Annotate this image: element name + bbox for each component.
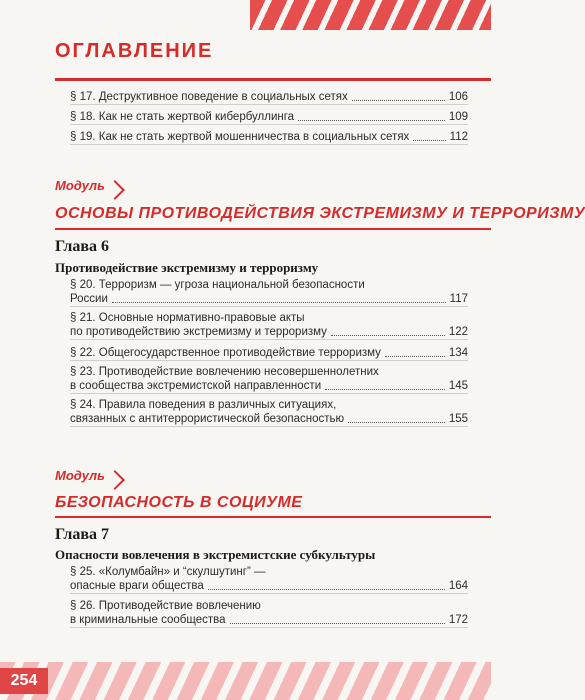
chevron-right-icon — [105, 470, 125, 490]
toc-entry-text: в криминальные сообщества — [70, 614, 226, 626]
toc-entry[interactable] — [70, 398, 468, 427]
toc-entry-text: § 18. Как не стать жертвой кибербуллинга — [70, 111, 295, 123]
toc-entry[interactable] — [70, 346, 468, 361]
toc-entry[interactable] — [70, 565, 468, 594]
module-label: Модуль — [55, 468, 105, 483]
leader-dots — [298, 120, 445, 121]
toc-entry-text: § 23. Противодействие вовлечению несовершеннолетних — [70, 366, 379, 378]
toc-module-1 — [70, 278, 468, 438]
toc-entry-text: § 25. «Колумбайн» и “скулшутинг” — — [70, 566, 266, 578]
toc-entry-page: 112 — [449, 131, 468, 143]
toc-entry-text: § 26. Противодействие вовлечению — [70, 600, 261, 612]
leader-dots — [208, 589, 445, 590]
toc-entry-page: 145 — [448, 380, 468, 392]
module-divider — [55, 516, 491, 518]
toc-entry[interactable] — [70, 278, 468, 307]
toc-entry-text: § 24. Правила поведения в различных ситуациях, — [70, 399, 337, 411]
leader-dots — [348, 422, 445, 423]
page-title: ОГЛАВЛЕНИЕ — [55, 40, 214, 62]
chapter-title: Противодействие экстремизму и терроризму — [55, 260, 319, 275]
chevron-right-icon — [105, 180, 125, 200]
leader-dots — [112, 302, 446, 303]
toc-entry-text: по противодействию экстремизму и терроризму — [70, 326, 327, 338]
module-title: ОСНОВЫ ПРОТИВОДЕЙСТВИЯ ЭКСТРЕМИЗМУ И ТЕРРОРИЗМУ — [55, 205, 585, 222]
toc-entry-text: опасные враги общества — [70, 580, 204, 592]
toc-entry-text: России — [70, 293, 108, 305]
toc-entry-page: 172 — [448, 614, 468, 626]
toc-entry-text: § 17. Деструктивное поведение в социальных сетях — [70, 91, 348, 103]
toc-entry[interactable] — [70, 365, 468, 394]
chapter-title: Опасности вовлечения в экстремистские субкультуры — [55, 547, 376, 562]
module-divider — [55, 228, 491, 230]
leader-dots — [325, 389, 445, 390]
toc-entry-page: 122 — [448, 326, 468, 338]
toc-entry-page: 106 — [448, 91, 468, 103]
toc-module-2 — [70, 565, 468, 635]
leader-dots — [413, 140, 445, 141]
toc-entry-text: § 20. Терроризм — угроза национальной безопасности — [70, 279, 365, 291]
leader-dots — [331, 335, 445, 336]
header-divider — [55, 78, 491, 81]
toc-entry[interactable] — [70, 130, 468, 145]
toc-entry-page: 164 — [448, 580, 468, 592]
leader-dots — [352, 100, 445, 101]
module-title: БЕЗОПАСНОСТЬ В СОЦИУМЕ — [55, 494, 303, 511]
chapter-label: Глава 6 — [55, 238, 109, 255]
toc-top-section — [70, 90, 468, 150]
chapter-label: Глава 7 — [55, 526, 109, 543]
toc-entry-page: 109 — [448, 111, 468, 123]
header-stripes — [250, 0, 491, 30]
leader-dots — [230, 623, 445, 624]
toc-entry-text: § 19. Как не стать жертвой мошенничества в социальных сетях — [70, 131, 410, 143]
toc-entry[interactable] — [70, 311, 468, 340]
toc-entry-text: § 22. Общегосударственное противодействие терроризму — [70, 347, 381, 359]
toc-entry-text: связанных с антитеррористической безопасностью — [70, 413, 345, 425]
page-number: 254 — [0, 668, 48, 694]
toc-entry-page: 155 — [448, 413, 468, 425]
toc-entry[interactable] — [70, 90, 468, 105]
toc-entry[interactable] — [70, 110, 468, 125]
footer-stripes — [0, 662, 491, 700]
toc-entry-page: 117 — [449, 293, 468, 305]
toc-entry-text: в сообщества экстремистской направленности — [70, 380, 322, 392]
module-label: Модуль — [55, 178, 105, 193]
toc-entry-text: § 21. Основные нормативно-правовые акты — [70, 312, 305, 324]
toc-entry-page: 134 — [448, 347, 468, 359]
leader-dots — [385, 356, 445, 357]
toc-entry[interactable] — [70, 599, 468, 628]
